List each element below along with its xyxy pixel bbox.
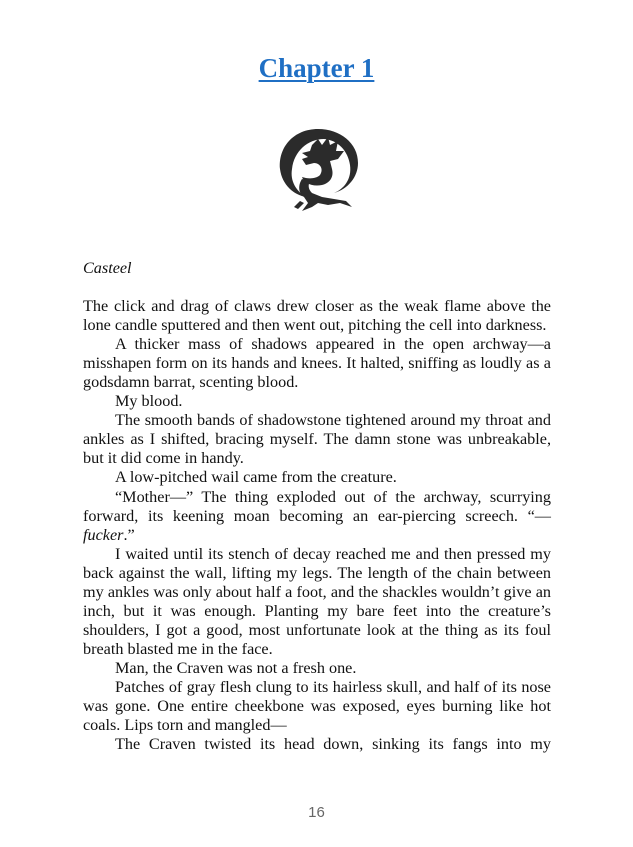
paragraph: The smooth bands of shadowstone tightened around my throat and ankles as I shifted, bracing myself. The damn stone was unbreakable, but it did come in handy.	[83, 411, 551, 468]
paragraph-tail: .”	[123, 525, 135, 544]
paragraph: A thicker mass of shadows appeared in the open archway—a misshapen form on its hands and knees. It halted, sniffing as loudly as a godsdamn barrat, scenting blood.	[83, 335, 551, 392]
paragraph: A low-pitched wail came from the creature.	[115, 468, 397, 487]
pov-heading: Casteel	[83, 259, 132, 277]
paragraph: I waited until its stench of decay reached me and then pressed my back against the wall, lifting my legs. The length of the chain between my ankles was only about half a foot, and the shackles wouldn’t give an inch, but it was enough. Planting my bare feet into the creature’s shoulders, I got a good, most unfortunate look at the thing as its foul breath blasted me in the face.	[83, 544, 551, 658]
chapter-title: Chapter 1	[258, 53, 375, 83]
page-number: 16	[308, 804, 325, 821]
paragraph: My blood.	[115, 392, 183, 411]
paragraph	[83, 488, 551, 545]
italic-word: fucker	[83, 525, 124, 544]
chapter-body	[83, 259, 551, 754]
paragraph: The click and drag of claws drew closer as the weak flame above the lone candle sputtered and then went out, pitching the cell into darkness.	[83, 297, 551, 335]
paragraph: Man, the Craven was not a fresh one.	[115, 658, 357, 677]
paragraph: The Craven twisted its head down, sinking its fangs into my	[115, 735, 551, 754]
paragraph-text: “Mother—” The thing exploded out of the archway, scurrying forward, its keening moan becoming an ear-piercing screech. “—	[83, 487, 551, 525]
dragon-circle-icon	[272, 123, 364, 217]
paragraph: Patches of gray flesh clung to its hairless skull, and half of its nose was gone. One entire cheekbone was exposed, eyes burning like hot coals. Lips torn and mangled—	[83, 677, 551, 735]
